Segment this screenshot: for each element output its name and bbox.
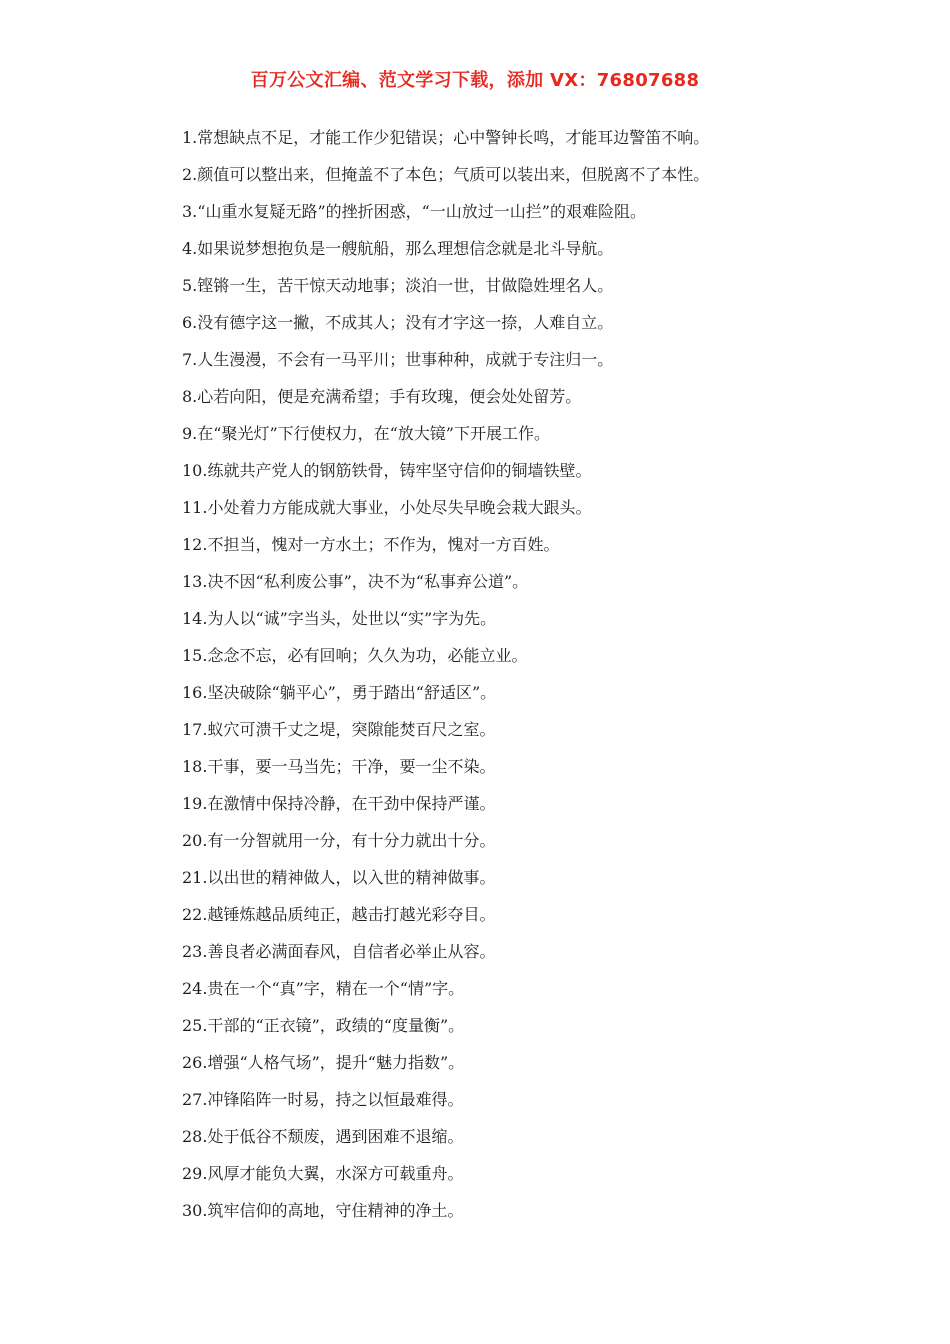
list-item: 22.越锤炼越品质纯正，越击打越光彩夺目。 (182, 905, 496, 924)
header-banner: 百万公文汇编、范文学习下载，添加 VX：76807688 (250, 70, 700, 91)
list-item: 20.有一分智就用一分，有十分力就出十分。 (182, 831, 496, 850)
list-item: 11.小处着力方能成就大事业，小处尽失早晚会栽大跟头。 (182, 498, 592, 517)
list-item: 19.在激情中保持冷静，在干劲中保持严谨。 (182, 794, 496, 813)
list-item: 2.颜值可以整出来，但掩盖不了本色；气质可以装出来，但脱离不了本性。 (182, 165, 710, 184)
list-item: 27.冲锋陷阵一时易，持之以恒最难得。 (182, 1090, 464, 1109)
list-item: 25.干部的“正衣镜”，政绩的“度量衡”。 (182, 1016, 465, 1035)
list-item: 17.蚁穴可溃千丈之堤，突隙能焚百尺之室。 (182, 720, 496, 739)
list-item: 13.决不因“私利废公事”，决不为“私事弃公道”。 (182, 572, 529, 591)
list-item: 15.念念不忘，必有回响；久久为功，必能立业。 (182, 646, 528, 665)
list-item: 9.在“聚光灯”下行使权力，在“放大镜”下开展工作。 (182, 424, 550, 443)
list-item: 6.没有德字这一撇，不成其人；没有才字这一捺，人难自立。 (182, 313, 614, 332)
list-item: 7.人生漫漫，不会有一马平川；世事种种，成就于专注归一。 (182, 350, 614, 369)
list-item: 5.铿锵一生，苦干惊天动地事；淡泊一世，甘做隐姓埋名人。 (182, 276, 614, 295)
list-item: 26.增强“人格气场”，提升“魅力指数”。 (182, 1053, 465, 1072)
list-item: 4.如果说梦想抱负是一艘航船，那么理想信念就是北斗导航。 (182, 239, 614, 258)
list-item: 14.为人以“诚”字当头，处世以“实”字为先。 (182, 609, 497, 628)
quote-list (182, 119, 922, 1229)
list-item: 21.以出世的精神做人，以入世的精神做事。 (182, 868, 496, 887)
list-item: 3.“山重水复疑无路”的挫折困惑，“一山放过一山拦”的艰难险阻。 (182, 202, 646, 221)
list-item: 30.筑牢信仰的高地，守住精神的净土。 (182, 1201, 464, 1220)
list-item: 16.坚决破除“躺平心”，勇于踏出“舒适区”。 (182, 683, 497, 702)
list-item: 28.处于低谷不颓废，遇到困难不退缩。 (182, 1127, 464, 1146)
list-item: 18.干事，要一马当先；干净，要一尘不染。 (182, 757, 496, 776)
list-item: 1.常想缺点不足，才能工作少犯错误；心中警钟长鸣，才能耳边警笛不响。 (182, 128, 710, 147)
list-item: 10.练就共产党人的钢筋铁骨，铸牢坚守信仰的铜墙铁壁。 (182, 461, 592, 480)
list-item: 24.贵在一个“真”字，精在一个“情”字。 (182, 979, 465, 998)
list-item: 8.心若向阳，便是充满希望；手有玫瑰，便会处处留芳。 (182, 387, 582, 406)
list-item: 23.善良者必满面春风，自信者必举止从容。 (182, 942, 496, 961)
list-item: 12.不担当，愧对一方水土；不作为，愧对一方百姓。 (182, 535, 560, 554)
list-item: 29.风厚才能负大翼，水深方可载重舟。 (182, 1164, 464, 1183)
